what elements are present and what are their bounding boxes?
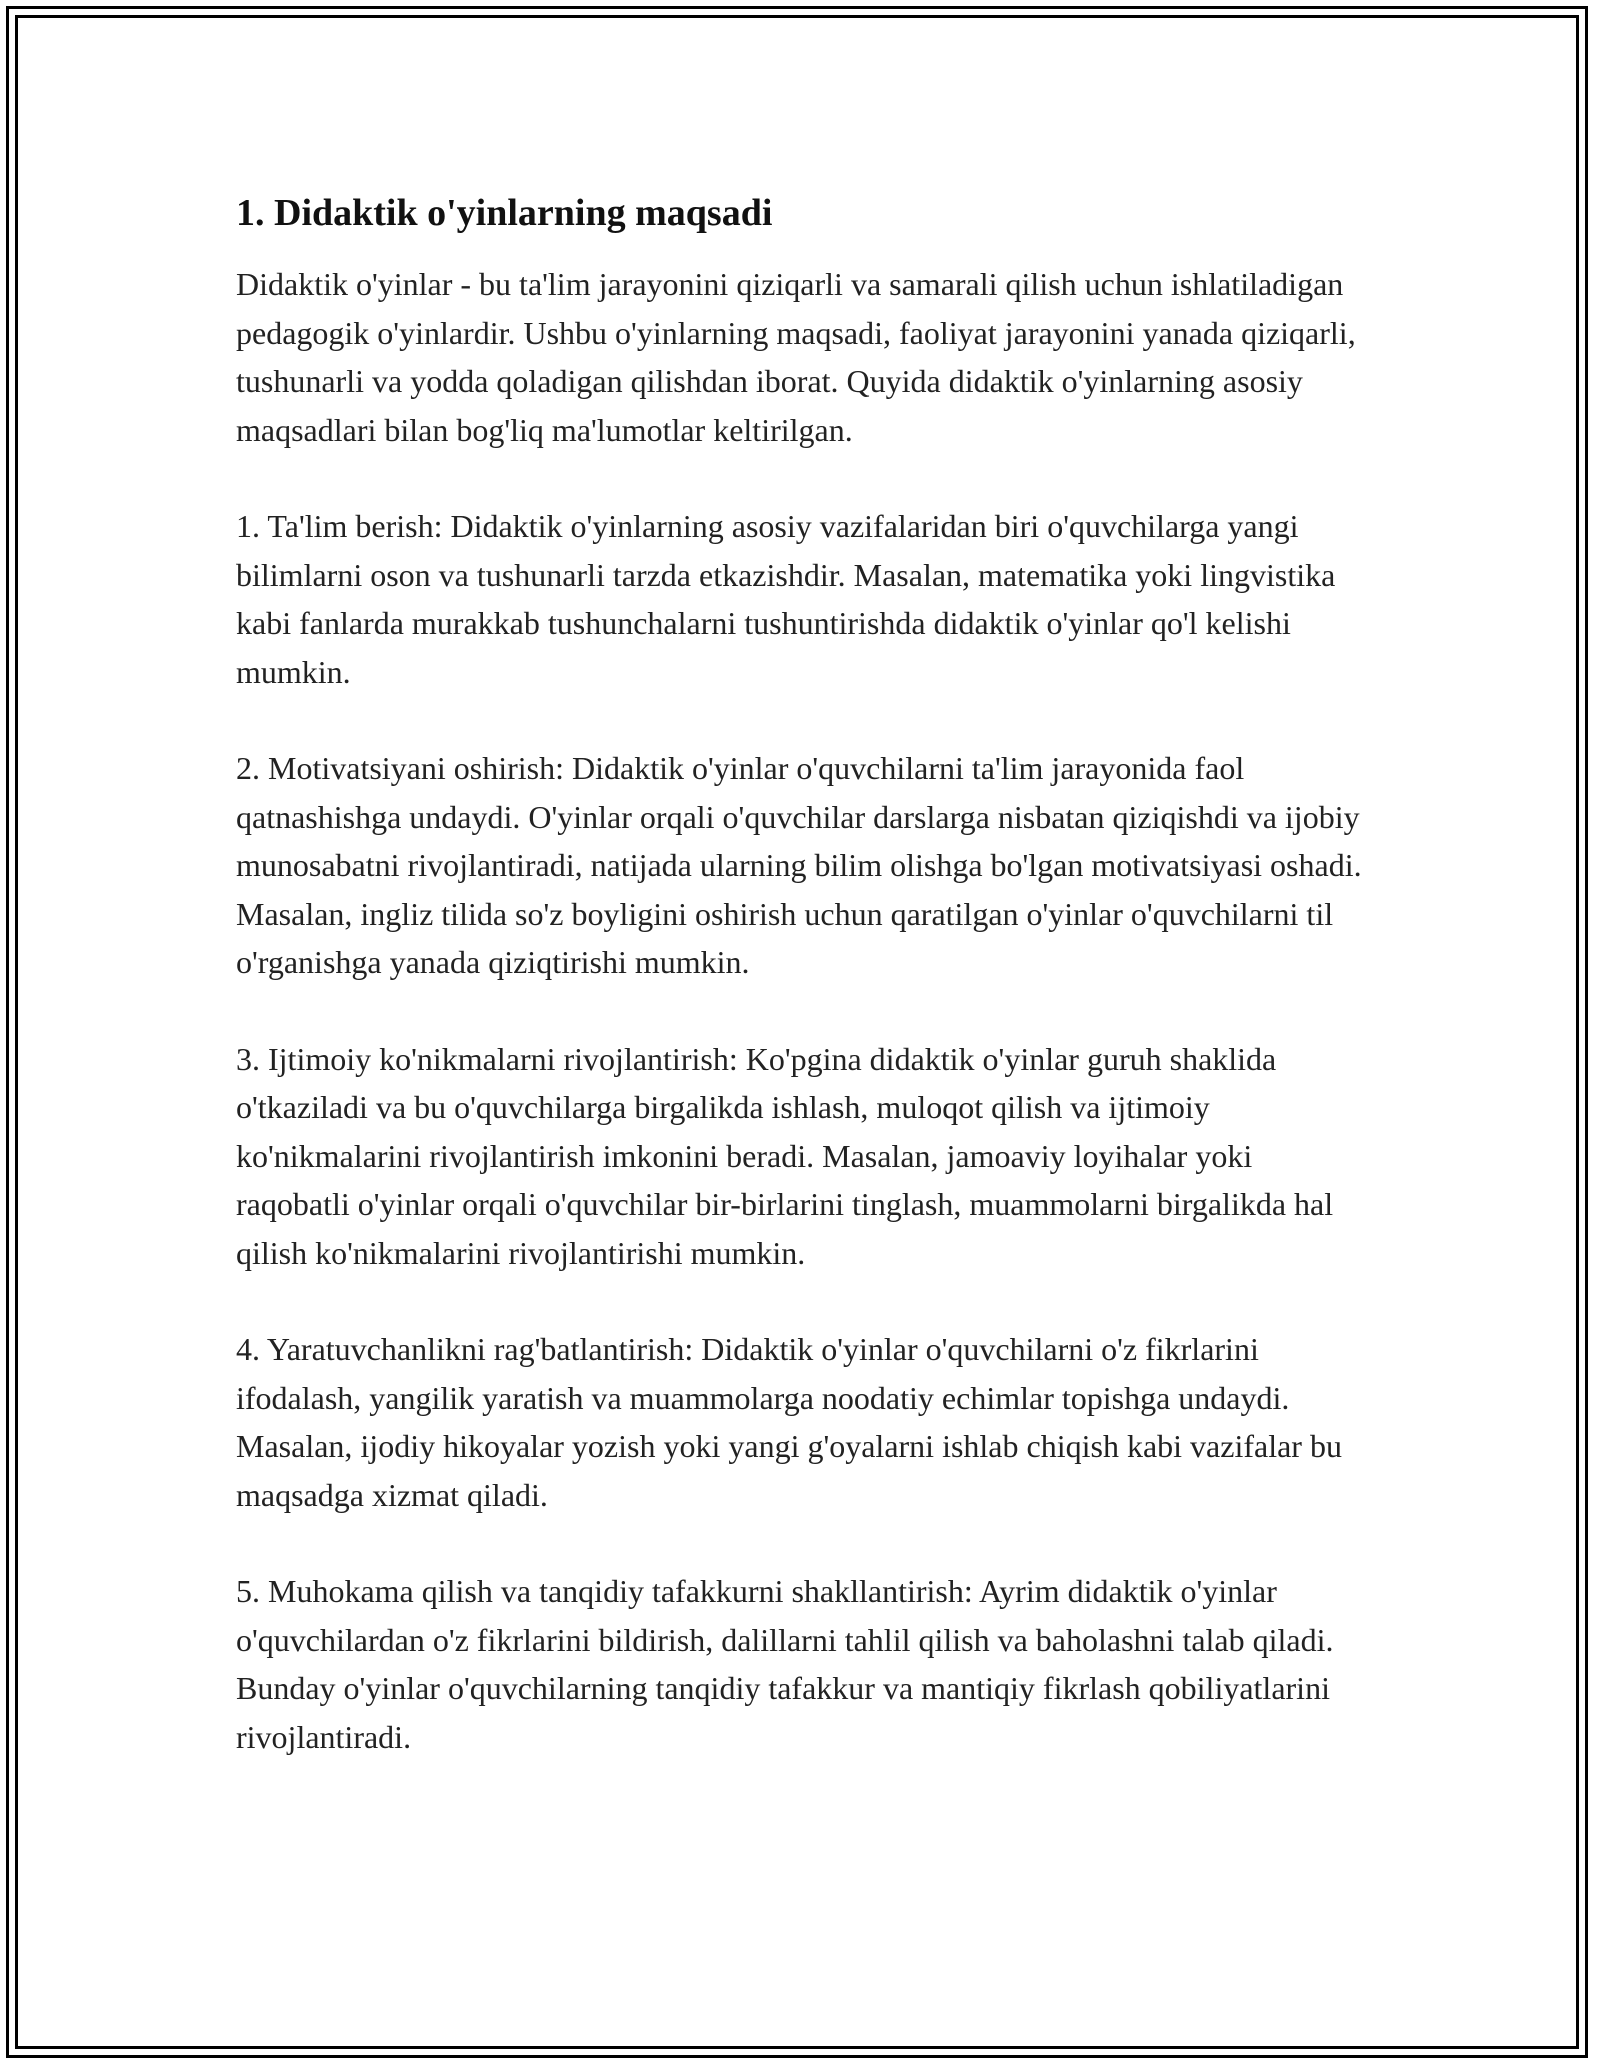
paragraph-tanqidiy-tafakkur: 5. Muhokama qilish va tanqidiy tafakkurni shakllantirish: Ayrim didaktik o'yinlar o'quvchilardan o'z fikrlarini bildirish, dalillarni tahlil qilish va baholashni talab qiladi. Bunday o'yinlar o'quvchilarning tanqidiy tafakkur va mantiqiy fikrlash qobiliyatlarini rivojlantiradi.	[236, 1573, 1334, 1755]
intro-paragraph: Didaktik o'yinlar - bu ta'lim jarayonini qiziqarli va samarali qilish uchun ishlatiladigan pedagogik o'yinlardir. Ushbu o'yinlarning maqsadi, faoliyat jarayonini yanada qiziqarli, tushunarli va yodda qoladigan qilishdan iborat. Quyida didaktik o'yinlarning asosiy maqsadlari bilan bog'liq ma'lumotlar keltirilgan.	[236, 266, 1356, 448]
paragraph-yaratuvchanlik: 4. Yaratuvchanlikni rag'batlantirish: Didaktik o'yinlar o'quvchilarni o'z fikrlarini ifodalash, yangilik yaratish va muammolarga noodatiy echimlar topishga undaydi. Masalan, ijodiy hikoyalar yozish yoki yangi g'oyalarni ishlab chiqish kabi vazifalar bu maqsadga xizmat qiladi.	[236, 1331, 1342, 1513]
paragraph-talim-berish: 1. Ta'lim berish: Didaktik o'yinlarning asosiy vazifalaridan biri o'quvchilarga yangi bilimlarni oson va tushunarli tarzda etkazishdir. Masalan, matematika yoki lingvistika kabi fanlarda murakkab tushunchalarni tushuntirishda didaktik o'yinlar qo'l kelishi mumkin.	[236, 508, 1336, 690]
document-title: 1. Didaktik o'yinlarning maqsadi	[236, 192, 773, 234]
document-body	[236, 188, 1371, 1809]
paragraph-ijtimoiy-konikmalar: 3. Ijtimoiy ko'nikmalarni rivojlantirish: Ko'pgina didaktik o'yinlar guruh shaklida o'tkaziladi va bu o'quvchilarga birgalikda ishlash, muloqot qilish va ijtimoiy ko'nikmalarini rivojlantirish imkonini beradi. Masalan, jamoaviy loyihalar yoki raqobatli o'yinlar orqali o'quvchilar bir-birlarini tinglash, muammolarni birgalikda hal qilish ko'nikmalarini rivojlantirishi mumkin.	[236, 1040, 1334, 1271]
paragraph-motivatsiya: 2. Motivatsiyani oshirish: Didaktik o'yinlar o'quvchilarni ta'lim jarayonida faol qatnashishga undaydi. O'yinlar orqali o'quvchilar darslarga nisbatan qiziqishdi va ijobiy munosabatni rivojlantiradi, natijada ularning bilim olishga bo'lgan motivatsiyasi oshadi. Masalan, ingliz tilida so'z boyligini oshirish uchun qaratilgan o'yinlar o'quvchilarni til o'rganishga yanada qiziqtirishi mumkin.	[236, 750, 1362, 980]
